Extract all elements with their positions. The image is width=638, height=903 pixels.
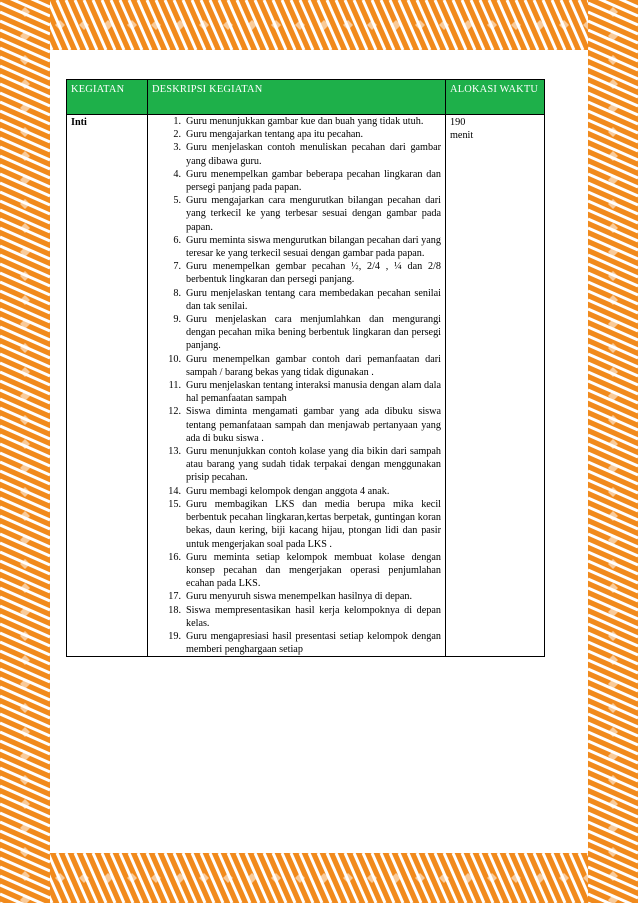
list-item [148,260,441,286]
step-text: Guru mengajarkan tentang apa itu pecahan. [186,129,364,141]
step-number: 2. [173,129,181,141]
decorative-border-left [0,0,50,903]
step-number: 13. [168,446,181,458]
list-item [148,234,441,260]
list-item [148,630,441,656]
list-item [148,604,441,630]
duration-unit: menit [450,130,474,142]
decorative-border-top [0,0,638,50]
step-text: Guru menempelkan gembar pecahan ½, 2/4 , ¼ dan 2/8 berbentuk lingkaran dan persegi panjang. [186,261,441,286]
step-text: Guru menyuruh siswa menempelkan hasilnya di depan. [186,591,413,603]
list-item [148,590,441,603]
step-number: 17. [168,591,181,603]
step-text: Guru membagikan LKS dan media berupa mika kecil berbentuk pecahan lingkaran,kertas berpetak, guntingan koran bekas, daun kering, biji kacang hijau, ptongan lidi dan pasir untuk mengerjakan soal pada LKS . [186,498,441,550]
header-description: DESKRIPSI KEGIATAN [148,80,446,115]
step-number: 1. [173,116,181,127]
list-item [148,445,441,485]
activity-description [148,115,446,657]
step-text: Guru membagi kelompok dengan anggota 4 anak. [186,485,390,497]
step-text: Guru menempelkan gambar contoh dari pemanfaatan dari sampah / barang bekas yang tidak digunakan . [186,353,441,378]
step-number: 11. [168,380,181,392]
step-number: 15. [168,498,181,510]
step-text: Guru menunjukkan gambar kue dan buah yang tidak utuh. [186,116,424,127]
step-number: 6. [173,234,181,246]
step-list [148,115,441,656]
step-text: Guru mengapresiasi hasil presentasi setiap kelompok dengan memberi penghargaan setiap [186,630,441,656]
step-text: Guru mengajarkan cara mengurutkan bilangan pecahan dari yang terkecil ke yang terbesar sesuai dengan gambar pada papan. [186,195,441,233]
list-item [148,379,441,405]
step-text: Guru meminta siswa mengurutkan bilangan pecahan dari yang teresar ke yang terkecil sesuai dengan gambar pada papan. [186,234,441,260]
step-text: Guru menempelkan gambar beberapa pecahan lingkaran dan persegi panjang pada papan. [186,168,441,194]
step-text: Guru menunjukkan contoh kolase yang dia bikin dari sampah atau barang yang sudah tidak terpakai dengan menggunakan prisip pecahan. [186,446,441,484]
step-text: Siswa diminta mengamati gambar yang ada dibuku siswa tentang pemanfataan sampah dan menjawab pertanyaan yang ada di buku siswa . [186,406,441,444]
step-number: 10. [168,353,181,365]
list-item [148,287,441,313]
duration-value: 190 [450,117,466,128]
header-time-allocation: ALOKASI WAKTU [446,80,545,115]
list-item [148,551,441,591]
list-item [148,498,441,551]
list-item [148,353,441,379]
list-item [148,128,441,141]
lesson-activity-table [66,79,545,657]
activity-phase: Inti [67,115,148,657]
step-number: 18. [168,604,181,616]
decorative-border-right [588,0,638,903]
step-number: 19. [168,630,181,642]
list-item [148,405,441,445]
list-item [148,194,441,234]
list-item [148,485,441,498]
step-text: Guru menjelaskan contoh menuliskan pecahan dari gambar yang dibawa guru. [186,142,441,167]
time-allocation [446,115,545,657]
step-number: 8. [173,287,181,299]
list-item [148,168,441,194]
step-text: Guru menjelaskan tentang cara membedakan pecahan senilai dan tak senilai. [186,287,441,312]
step-number: 12. [168,406,181,418]
step-number: 5. [173,195,181,207]
step-text: Guru menjelaskan cara menjumlahkan dan mengurangi dengan pecahan mika bening berbentuk lingkaran dan persegi panjang. [186,314,441,352]
table-row [67,115,545,657]
step-number: 9. [173,314,181,326]
step-number: 4. [173,168,181,180]
step-text: Siswa mempresentasikan hasil kerja kelompoknya di depan kelas. [186,604,441,629]
step-number: 3. [173,142,181,154]
step-text: Guru meminta setiap kelompok membuat kolase dengan konsep pecahan dan mengerjakan operasi penjumlahan ecahan pada LKS. [186,551,441,590]
step-number: 14. [168,485,181,497]
decorative-border-bottom [0,853,638,903]
step-number: 7. [173,261,181,273]
step-text: Guru menjelaskan tentang interaksi manusia dengan alam dala hal pemanfaatan sampah [186,380,441,405]
table-header-row [67,80,545,115]
header-activity: KEGIATAN [67,80,148,115]
list-item [148,115,441,128]
list-item [148,141,441,167]
list-item [148,313,441,353]
step-number: 16. [168,551,181,563]
